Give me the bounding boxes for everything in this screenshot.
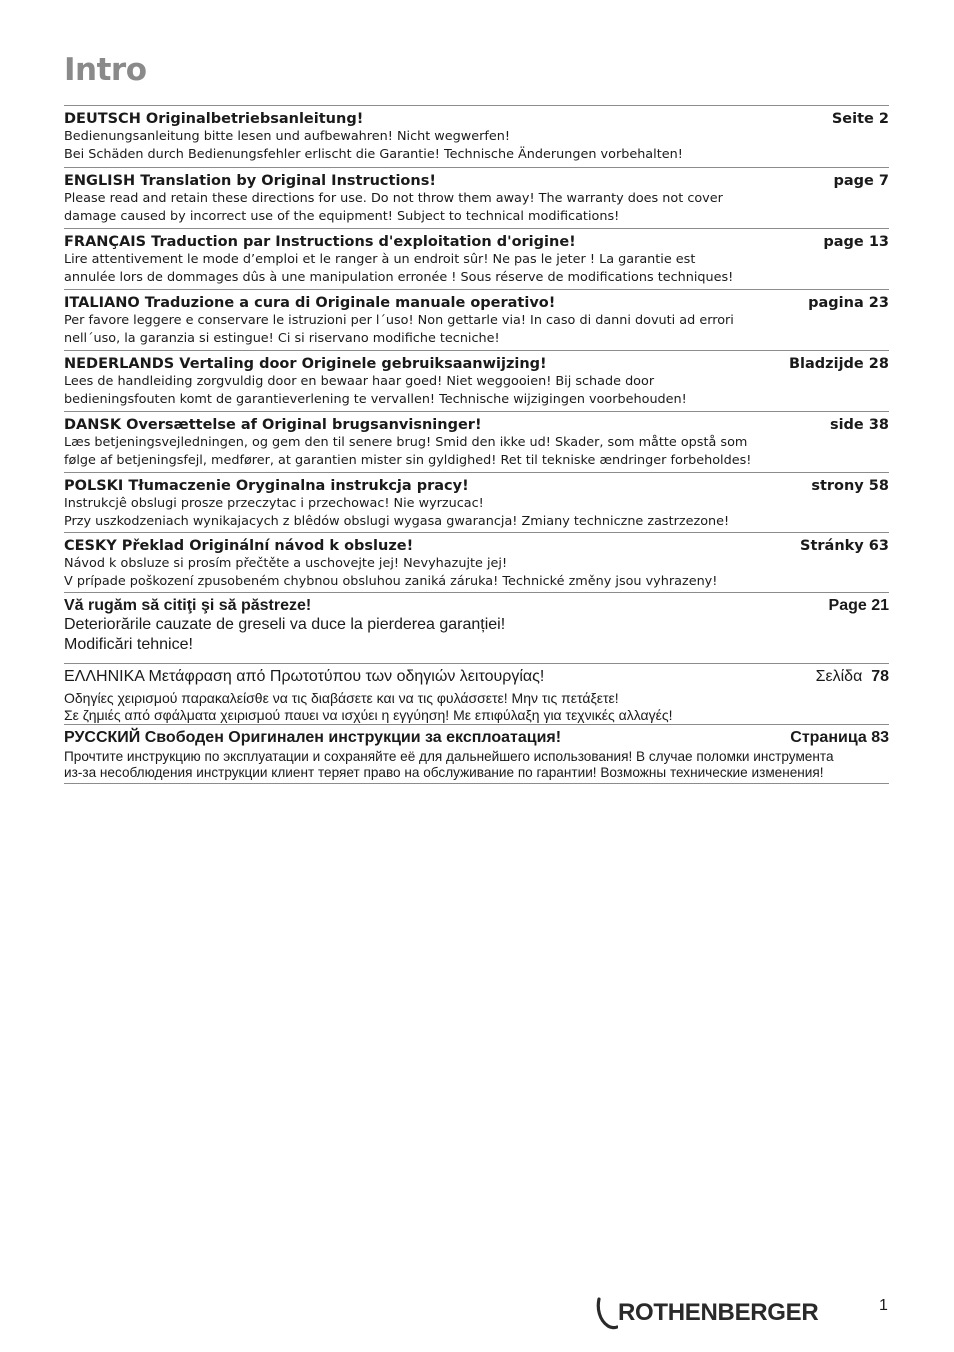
section-heading: CESKY Překlad Originální návod k obsluze! (64, 538, 414, 554)
section-heading: ITALIANO Traduzione a cura di Originale manuale operativo! (64, 295, 556, 311)
section-line: annulée lors de dommages dûs à une manipulation erronée ! Sous réserve de modifications techniques! (64, 270, 734, 285)
section-line: Læs betjeningsvejledningen, og gem den til senere brug! Smid den ikke ud! Skader, som måtte opstå som (64, 435, 748, 450)
section-line: bedieningsfouten komt de garantieverlening te vervallen! Technische wijzigingen voorbehouden! (64, 392, 687, 407)
section-line: Modificări tehnice! (64, 636, 193, 653)
section-line: Per favore leggere e conservare le istruzioni per l´uso! Non gettarle via! In caso di danni dovuti ad errori (64, 313, 734, 328)
section-heading: РУССКИЙ Свободен Оригинален инструкции за експлоатация! (64, 729, 562, 746)
section-body (64, 373, 885, 409)
section-line: V prípade poškození zpusobeném chybnou obsluhou zaniká záruka! Technické změny jsou vyhrazeny! (64, 574, 718, 589)
section-page-ref: Stránky 63 (800, 538, 889, 554)
section-line: damage caused by incorrect use of the equipment! Subject to technical modifications! (64, 209, 620, 224)
section-page-ref: pagina 23 (808, 295, 889, 311)
section-line: Deteriorările cauzate de greseli va duce la pierderea garanției! (64, 616, 506, 633)
section-line: Lire attentivement le mode d’emploi et le ranger à un endroit sûr! Ne pas le jeter ! La garantie est (64, 252, 696, 267)
section-page-ref: Seite 2 (831, 111, 889, 127)
logo-swoosh-icon (596, 1296, 618, 1330)
section-line: Lees de handleiding zorgvuldig door en bewaar haar goed! Niet weggooien! Bij schade door (64, 374, 655, 389)
section-page-ref: strony 58 (811, 478, 889, 494)
section-page-ref: Page 21 (828, 597, 889, 614)
section-russkiy (64, 724, 889, 784)
section-page-ref (816, 668, 889, 686)
brand-name: ROTHENBERGER (618, 1299, 819, 1326)
section-body (64, 555, 885, 591)
section-heading: DEUTSCH Originalbetriebsanleitung! (64, 111, 364, 127)
section-line: Прочтите инструкцию по эксплуатации и сохраняйте её для дальнейшего использования! В случае поломки инструмента (64, 749, 834, 764)
section-line: Σε ζημιές από σφάλματα χειρισμού παυει να ισχύει η εγγύηση! Με επιφύλαξη για τεχνικές αλλαγές! (64, 707, 673, 723)
section-nederlands (64, 350, 889, 411)
section-body (64, 312, 885, 348)
page-ref-number: 78 (871, 668, 889, 685)
section-body (64, 495, 885, 531)
section-line: из-за несоблюдения инструкции клиент теряет право на обслуживание по гарантии! Возможны технические изменения! (64, 765, 824, 780)
section-heading: NEDERLANDS Vertaling door Originele gebruiksaanwijzing! (64, 356, 547, 372)
section-line: følge af betjeningsfejl, medfører, at garantien mister sin gyldighed! Ret til tekniske ændringer forbeholdes! (64, 453, 752, 468)
section-dansk (64, 411, 889, 472)
section-heading: POLSKI Tłumaczenie Oryginalna instrukcja pracy! (64, 478, 469, 494)
section-body (64, 615, 885, 655)
section-page-ref: page 7 (833, 173, 889, 189)
section-page-ref: Bladzijde 28 (788, 356, 889, 372)
section-line: Please read and retain these directions for use. Do not throw them away! The warranty does not cover (64, 191, 723, 206)
section-romana (64, 592, 889, 663)
section-line: Instrukcjê obslugi prosze przeczytac i przechowac! Nie wyrzucac! (64, 496, 484, 511)
section-heading: ΕΛΛΗΝΙΚΑ Μετάφραση από Πρωτοτύπου των οδηγιών λειτουργίας! (64, 668, 545, 685)
section-body (64, 190, 885, 226)
section-line: Οδηγίες χειρισμού παρακαλείσθε να τις διαβάσετε και να τις φυλάσσετε! Μην τις πετάξετε! (64, 690, 619, 706)
section-english (64, 167, 889, 228)
section-line: Návod k obsluze si prosím přečtěte a uschovejte jej! Nevyhazujte jej! (64, 556, 508, 571)
section-heading: ENGLISH Translation by Original Instructions! (64, 173, 436, 189)
section-polski (64, 472, 889, 532)
section-heading: DANSK Oversættelse af Original brugsanvisninger! (64, 417, 482, 433)
section-line: nell´uso, la garanzia si estingue! Ci si riservano modifiche tecniche! (64, 331, 500, 346)
section-line: Bei Schäden durch Bedienungsfehler erlischt die Garantie! Technische Änderungen vorbehalten! (64, 147, 683, 162)
section-line: Bedienungsanleitung bitte lesen und aufbewahren! Nicht wegwerfen! (64, 129, 510, 144)
page-number: 1 (879, 1297, 888, 1314)
section-italiano (64, 289, 889, 350)
page-ref-label: Σελίδα (815, 668, 863, 685)
section-body (64, 690, 885, 724)
section-page-ref: side 38 (829, 417, 889, 433)
section-ellinika (64, 663, 889, 724)
section-line: Przy uszkodzeniach wynikajacych z blêdów obslugi wygasa gwarancja! Zmiany techniczne zastrzezone! (64, 514, 730, 529)
section-body (64, 434, 885, 470)
section-heading: Vă rugăm să citiţi şi să păstreze! (64, 597, 312, 614)
section-body (64, 251, 885, 287)
section-body (64, 128, 885, 164)
section-heading: FRANÇAIS Traduction par Instructions d'exploitation d'origine! (64, 234, 576, 250)
section-page-ref: Страница 83 (790, 729, 889, 746)
section-cesky (64, 532, 889, 592)
section-body (64, 749, 885, 781)
section-francais (64, 228, 889, 289)
section-page-ref: page 13 (823, 234, 889, 250)
section-deutsch (64, 105, 889, 167)
language-sections (64, 105, 889, 784)
rothenberger-logo (596, 1296, 818, 1330)
page-title: Intro (64, 52, 147, 88)
